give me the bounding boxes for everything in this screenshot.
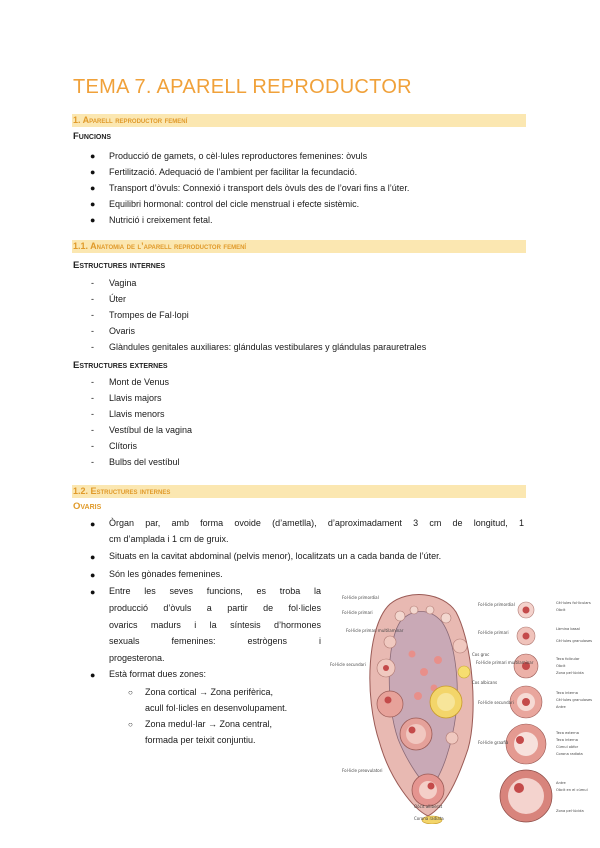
internes-heading: Estructures internes (73, 260, 166, 271)
paragraph-line: sexuals femenines: estrògens i (109, 636, 321, 646)
label-bottom: Oòcit alliberat (414, 804, 443, 809)
list-item: Llavis menors (109, 409, 165, 419)
dash-icon: - (91, 342, 94, 352)
label-stage: Fol·licle primari multilaminar (476, 660, 534, 665)
label-right: Cèl·lules granuloses (556, 639, 593, 643)
funcions-heading: Funcions (73, 131, 112, 142)
label-ovary: Cos albicans (472, 680, 498, 685)
list-item: Ovaris (109, 326, 136, 336)
list-item: Bulbs del vestíbul (109, 457, 180, 467)
label-right: Oòcit (556, 608, 566, 612)
list-item: Equilibri hormonal: control del cicle menstrual i efecte sistèmic. (109, 199, 360, 209)
paragraph-line: producció d’òvuls a partir de fol·licles (109, 603, 321, 613)
list-item: Producció de gamets, o cèl·lules reproductores femenines: òvuls (109, 151, 368, 161)
section-heading-1-1: 1.1. Anatomia de l’aparell reproductor femení (72, 240, 526, 253)
bullet-icon: ● (90, 519, 96, 529)
circle-bullet-icon: ○ (128, 688, 133, 697)
section-heading-1-2: 1.2. Estructures internes (72, 485, 526, 498)
paragraph-line: Zona medul·lar → Zona central, (145, 719, 273, 729)
list-item: Transport d’òvuls: Connexió i transport dels òvuls des de l’ovari fins a l’úter. (109, 183, 410, 193)
list-item: Vestíbul de la vagina (109, 425, 193, 435)
section-heading-1: 1. Aparell reproductor femení (72, 114, 526, 127)
label-left: Fol·licle primari multilaminar (346, 628, 404, 633)
paragraph-line: Òrgan par, amb forma ovoide (d’ametlla), d’aproximadament 3 cm de longitud, 1 (109, 518, 524, 528)
label-left: Fol·licle primari (342, 610, 373, 615)
label-ovary: Cos groc (472, 652, 490, 657)
dash-icon: - (91, 409, 94, 419)
paragraph-line: formada per teixit conjuntiu. (145, 735, 256, 745)
circle-bullet-icon: ○ (128, 720, 133, 729)
dash-icon: - (91, 326, 94, 336)
follicle-stages (500, 602, 552, 822)
label-left: Fol·licle preovulatori (342, 768, 383, 773)
paragraph-line: progesterona. (109, 653, 165, 663)
document-title: TEMA 7. APARELL REPRODUCTOR (73, 76, 412, 98)
label-right: Teca externa (556, 731, 579, 735)
list-item: Fertilització. Adequació de l’ambient per facilitar la fecundació. (109, 167, 358, 177)
list-item: Clítoris (109, 441, 138, 451)
bullet-icon: ● (90, 570, 96, 580)
bullet-icon: ● (90, 552, 96, 562)
bullet-icon: ● (90, 151, 96, 161)
ovaris-heading: Ovaris (73, 501, 102, 512)
label-right: Zona pel·lúcida (556, 809, 584, 813)
label-right: Teca interna (556, 691, 578, 695)
bullet-icon: ● (90, 215, 96, 225)
dash-icon: - (91, 294, 94, 304)
label-stage: Fol·licle primari (478, 630, 509, 635)
bullet-icon: ● (90, 167, 96, 177)
list-item: Glàndules genitales auxiliares: glándulas vestibulares y glándulas parauretrales (109, 342, 427, 352)
label-right: Teca folicular (556, 657, 580, 661)
dash-icon: - (91, 393, 94, 403)
paragraph-line: Són les gònades femenines. (109, 569, 223, 579)
list-item: Vagina (109, 278, 137, 288)
paragraph-line: Entre les seves funcions, es troba la (109, 586, 321, 596)
dash-icon: - (91, 425, 94, 435)
label-right: Cúmul oòfor (556, 745, 579, 749)
paragraph-line: Està format dues zones: (109, 669, 207, 679)
label-right: Cèl·lules granuloses (556, 698, 593, 702)
paragraph-line: acull fol·licles en desenvolupament. (145, 703, 288, 713)
label-right: Làmina basal (556, 627, 580, 631)
list-item: Úter (109, 294, 127, 304)
label-right: Oòcit en el cúmul (556, 788, 588, 792)
bullet-icon: ● (90, 199, 96, 209)
label-right: Teca interna (556, 738, 578, 742)
label-right: Zona pel·lúcida (556, 671, 584, 675)
label-stage: Fol·licle primordial (478, 602, 515, 607)
paragraph-line: ovarics madurs i la síntesis d’hormones (109, 620, 321, 630)
paragraph-line: cm d’amplada i 1 cm de gruix. (109, 534, 229, 544)
list-item: Llavis majors (109, 393, 162, 403)
bullet-icon: ● (90, 183, 96, 193)
label-right: Antre (556, 705, 566, 709)
label-stage: Fol·licle graafià (478, 740, 509, 745)
dash-icon: - (91, 457, 94, 467)
dash-icon: - (91, 278, 94, 288)
bullet-icon: ● (90, 587, 96, 597)
externes-heading: Estructures externes (73, 360, 168, 371)
label-left: Fol·licle secundari (330, 662, 366, 667)
dash-icon: - (91, 441, 94, 451)
label-stage: Fol·licle secundari (478, 700, 514, 705)
label-left: Fol·licle primordial (342, 595, 379, 600)
label-right: Antre (556, 781, 566, 785)
ovary-follicle-illustration (328, 584, 600, 824)
dash-icon: - (91, 377, 94, 387)
paragraph-line: Situats en la cavitat abdominal (pelvis menor), localitzats un a cada banda de l’úter. (109, 551, 442, 561)
list-item: Mont de Venus (109, 377, 170, 387)
label-right: Cèl·lules fol·liculars (556, 601, 591, 605)
dash-icon: - (91, 310, 94, 320)
paragraph-line: Zona cortical → Zona perifèrica, (145, 687, 274, 697)
label-right: Corona radiata (556, 752, 583, 756)
list-item: Trompes de Fal·lopi (109, 310, 189, 320)
label-bottom: Corona radiata (414, 816, 444, 821)
label-right: Oòcit (556, 664, 566, 668)
list-item: Nutrició i creixement fetal. (109, 215, 213, 225)
bullet-icon: ● (90, 670, 96, 680)
